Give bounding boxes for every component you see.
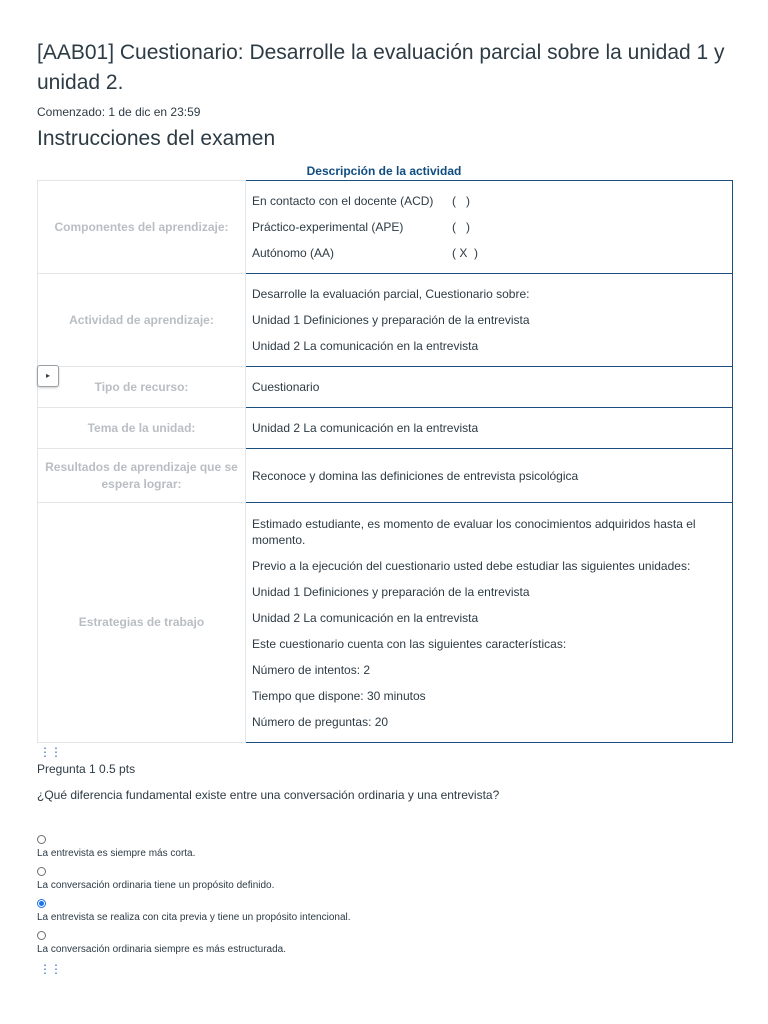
component-item [252, 193, 726, 209]
strategy-line: Número de intentos: 2 [252, 662, 371, 677]
work-strategies-value [246, 503, 733, 743]
learning-activity-label: Actividad de aprendizaje: [38, 274, 246, 367]
table-row [38, 503, 733, 743]
components-value [246, 181, 733, 274]
activity-table [37, 180, 733, 743]
expected-results-value: Reconoce y domina las definiciones de entrevista psicológica [246, 449, 733, 503]
component-mark: ( X ) [452, 246, 478, 260]
answer-label: La conversación ordinaria tiene un propósito definido. [37, 880, 275, 891]
work-strategies-label: Estrategias de trabajo [38, 503, 246, 743]
unit-theme-label: Tema de la unidad: [38, 408, 246, 449]
strategy-line: Este cuestionario cuenta con las siguientes características: [252, 636, 567, 651]
component-text: En contacto con el docente (ACD) [252, 194, 434, 208]
answer-radio[interactable] [37, 899, 46, 908]
play-icon[interactable]: ▸ [37, 365, 59, 387]
resource-type-label: Tipo de recurso: [38, 367, 246, 408]
instructions-title: Instrucciones del examen [37, 127, 276, 150]
table-row [38, 274, 733, 367]
quiz-title: [AAB01] Cuestionario: Desarrolle la evaluación parcial sobre la unidad 1 y unidad 2. [37, 41, 725, 94]
drag-handle-icon[interactable]: ⋮⋮ [39, 962, 61, 976]
expected-results-label: Resultados de aprendizaje que se espera lograr: [38, 449, 246, 503]
table-row [38, 449, 733, 503]
components-label: Componentes del aprendizaje: [38, 181, 246, 274]
question-header: Pregunta 1 0.5 pts [37, 762, 136, 776]
learning-line: Desarrolle la evaluación parcial, Cuestionario sobre: [252, 287, 530, 301]
started-timestamp: Comenzado: 1 de dic en 23:59 [37, 105, 201, 119]
resource-type-value: Cuestionario [246, 367, 733, 408]
question-text: ¿Qué diferencia fundamental existe entre una conversación ordinaria y una entrevista? [37, 788, 500, 802]
strategy-line: Número de preguntas: 20 [252, 714, 389, 729]
component-item [252, 219, 726, 235]
answer-radio[interactable] [37, 931, 46, 940]
table-row [38, 181, 733, 274]
unit-theme-value: Unidad 2 La comunicación en la entrevista [246, 408, 733, 449]
answer-label: La conversación ordinaria siempre es más estructurada. [37, 944, 287, 955]
strategy-line: Unidad 1 Definiciones y preparación de la entrevista [252, 584, 530, 599]
activity-heading: Descripción de la actividad [306, 164, 462, 178]
strategy-line: Previo a la ejecución del cuestionario usted debe estudiar las siguientes unidades: [252, 558, 691, 573]
component-item [252, 245, 726, 261]
learning-line: Unidad 2 La comunicación en la entrevista [252, 339, 479, 353]
strategy-line: Estimado estudiante, es momento de evaluar los conocimientos adquiridos hasta el momento. [252, 516, 696, 547]
answer-radio[interactable] [37, 867, 46, 876]
learning-activity-value [246, 274, 733, 367]
table-row [38, 367, 733, 408]
component-text: Autónomo (AA) [252, 246, 335, 260]
answer-label: La entrevista se realiza con cita previa y tiene un propósito intencional. [37, 912, 351, 923]
drag-handle-icon[interactable]: ⋮⋮ [39, 745, 61, 759]
strategy-line: Unidad 2 La comunicación en la entrevista [252, 610, 479, 625]
answer-radio[interactable] [37, 835, 46, 844]
component-text: Práctico-experimental (APE) [252, 220, 404, 234]
answer-label: La entrevista es siempre más corta. [37, 848, 196, 859]
table-row [38, 408, 733, 449]
component-mark: ( ) [452, 220, 470, 234]
learning-line: Unidad 1 Definiciones y preparación de la entrevista [252, 313, 530, 327]
strategy-line: Tiempo que dispone: 30 minutos [252, 688, 426, 703]
component-mark: ( ) [452, 194, 470, 208]
